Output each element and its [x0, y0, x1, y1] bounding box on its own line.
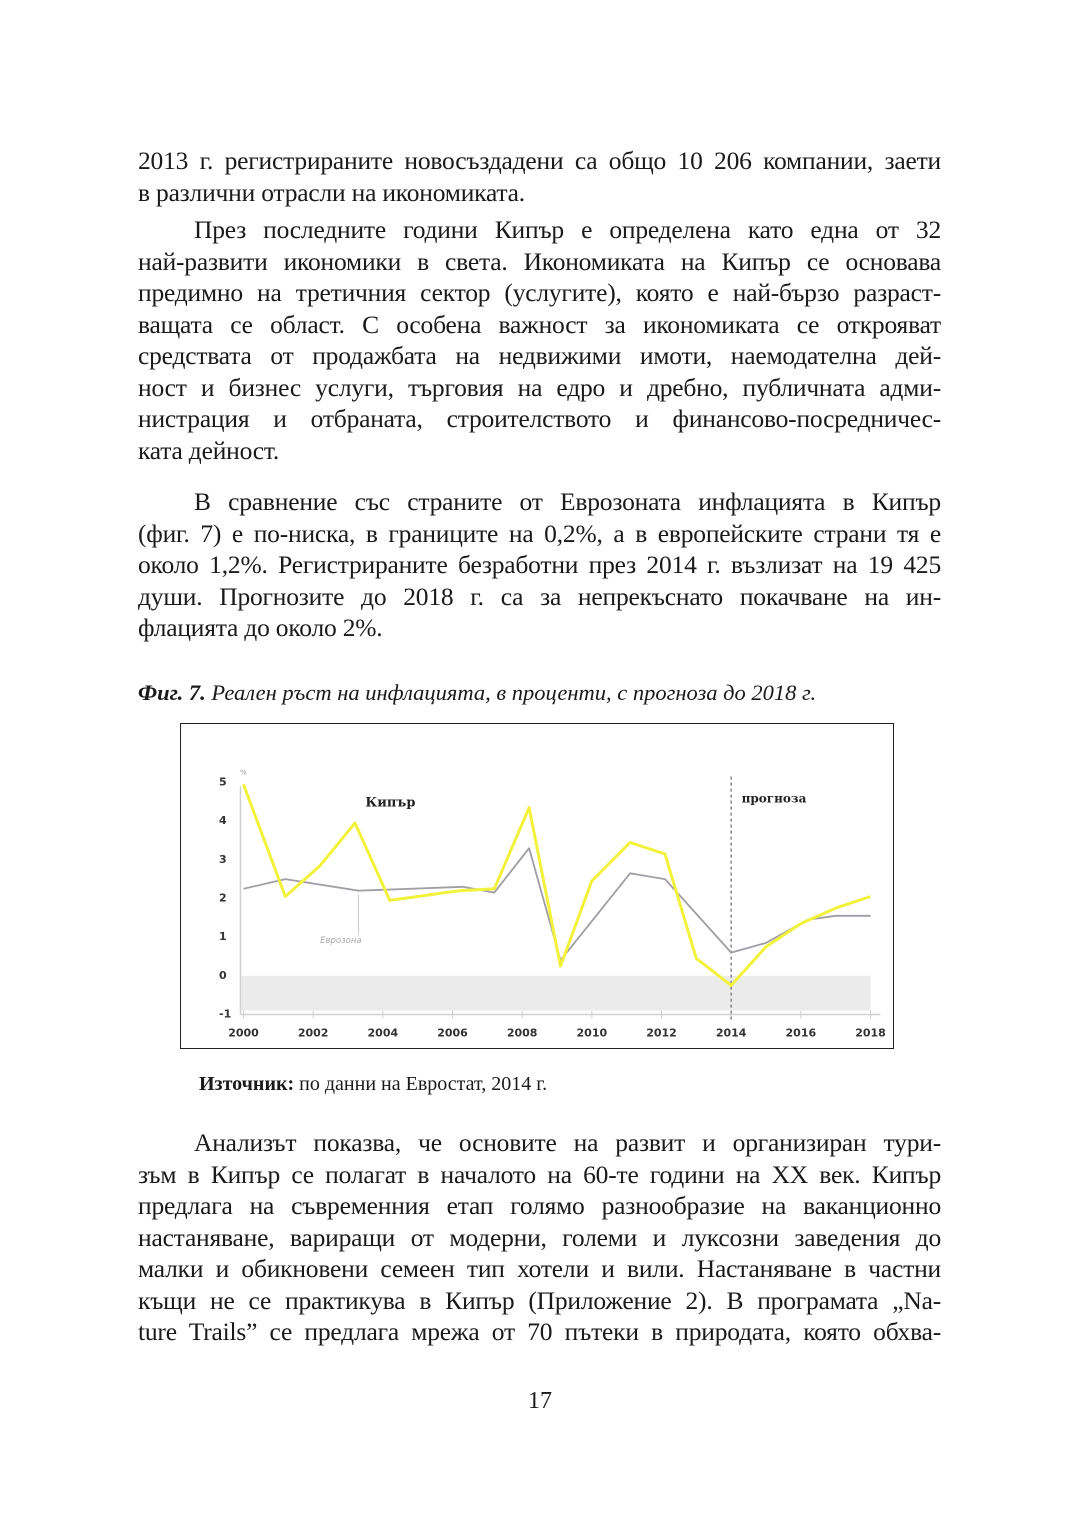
figure-caption-text: Реален ръст на инфлацията, в проценти, с прогноза до 2018 г.	[211, 680, 817, 705]
figure-caption	[138, 680, 948, 706]
text-line: В сравнение със страните от Еврозоната инфлацията в Кипър	[194, 487, 941, 516]
text-line: в различни отрасли на икономиката.	[138, 177, 525, 207]
text-line: ture Trails” се предлага мрежа от 70 пътеки в природата, която обхва-	[138, 1317, 941, 1346]
cyprus-line	[244, 784, 871, 985]
text-line: ката дейност.	[138, 435, 280, 465]
inflation-chart	[180, 723, 894, 1049]
text-line: предимно на третичния сектор (услугите), която е най-бързо разраст-	[138, 278, 941, 307]
text-line: нистрация и отбраната, строителството и финансово-посредничес-	[138, 404, 941, 433]
x-tick-label: 2008	[506, 1026, 538, 1040]
x-tick-label: 2016	[785, 1026, 817, 1040]
paragraph-2	[138, 214, 941, 466]
y-tick-label: 3	[219, 852, 227, 866]
y-tick-label: 2	[219, 891, 227, 905]
text-line: Анализът показва, че основите на развит и организиран тури-	[194, 1128, 941, 1157]
eurozone-series-label: Еврозона	[320, 935, 362, 946]
text-line: През последните години Кипър е определена като една от 32	[194, 215, 941, 244]
forecast-label: прогноза	[741, 791, 807, 806]
text-line: най-развити икономики в света. Икономиката на Кипър се основава	[138, 246, 941, 276]
paragraph-4	[138, 1127, 941, 1348]
figure-source	[199, 1073, 547, 1096]
cyprus-series-label: Кипър	[365, 795, 416, 811]
text-line: зъм в Кипър се полагат в началото на 60-те години на XX век. Кипър	[138, 1159, 941, 1189]
x-tick-label: 2006	[437, 1026, 468, 1040]
chart-canvas	[181, 724, 892, 1047]
x-tick-label: 2002	[297, 1026, 329, 1040]
y-tick-label: 0	[219, 968, 227, 982]
y-tick-label: 1	[219, 930, 227, 944]
y-tick-label: 4	[219, 814, 227, 828]
x-tick-label: 2000	[228, 1026, 259, 1040]
text-line: предлага на съвременния етап голямо разнообразие на ваканционно	[138, 1191, 941, 1220]
text-line: малки и обикновени семеен тип хотели и вили. Настаняване в частни	[138, 1254, 941, 1283]
text-line: около 1,2%. Регистрираните безработни през 2014 г. възлизат на 19 425	[138, 550, 941, 579]
text-line: къщи не се практикува в Кипър (Приложение 2). В програмата „Na-	[138, 1285, 941, 1315]
x-tick-label: 2012	[646, 1026, 677, 1040]
figure-label: Фиг. 7.	[138, 680, 206, 705]
source-text: по данни на Евростат, 2014 г.	[299, 1073, 548, 1095]
source-label: Източник:	[199, 1073, 295, 1095]
x-tick-label: 2018	[855, 1026, 886, 1040]
y-tick-label: 5	[219, 775, 227, 789]
y-unit-label: %	[240, 768, 247, 777]
text-line: ност и бизнес услуги, търговия на едро и дребно, публичната адми-	[138, 372, 941, 402]
negative-shaded-region	[242, 976, 871, 1011]
paragraph-1	[138, 145, 941, 208]
x-tick-label: 2010	[576, 1026, 608, 1040]
text-line: ващата се област. С особена важност за икономиката се открояват	[138, 309, 941, 339]
text-line: (фиг. 7) е по-ниска, в границите на 0,2%, а в европейските страни тя е	[138, 518, 941, 548]
text-line: 2013 г. регистрираните новосъздадени са общо 10 206 компании, заети	[138, 146, 941, 175]
text-line: флацията до около 2%.	[138, 613, 383, 642]
text-line: настаняване, вариращи от модерни, големи и луксозни заведения до	[138, 1222, 941, 1252]
text-line: души. Прогнозите до 2018 г. са за непрекъснато покачване на ин-	[138, 581, 941, 611]
text-line: средствата от продажбата на недвижими имоти, наемодателна дей-	[138, 341, 941, 370]
paragraph-3	[138, 486, 941, 644]
page-number: 17	[528, 1388, 552, 1414]
x-tick-label: 2004	[367, 1026, 399, 1040]
x-tick-label: 2014	[715, 1026, 747, 1040]
y-tick-label: -1	[219, 1007, 232, 1021]
